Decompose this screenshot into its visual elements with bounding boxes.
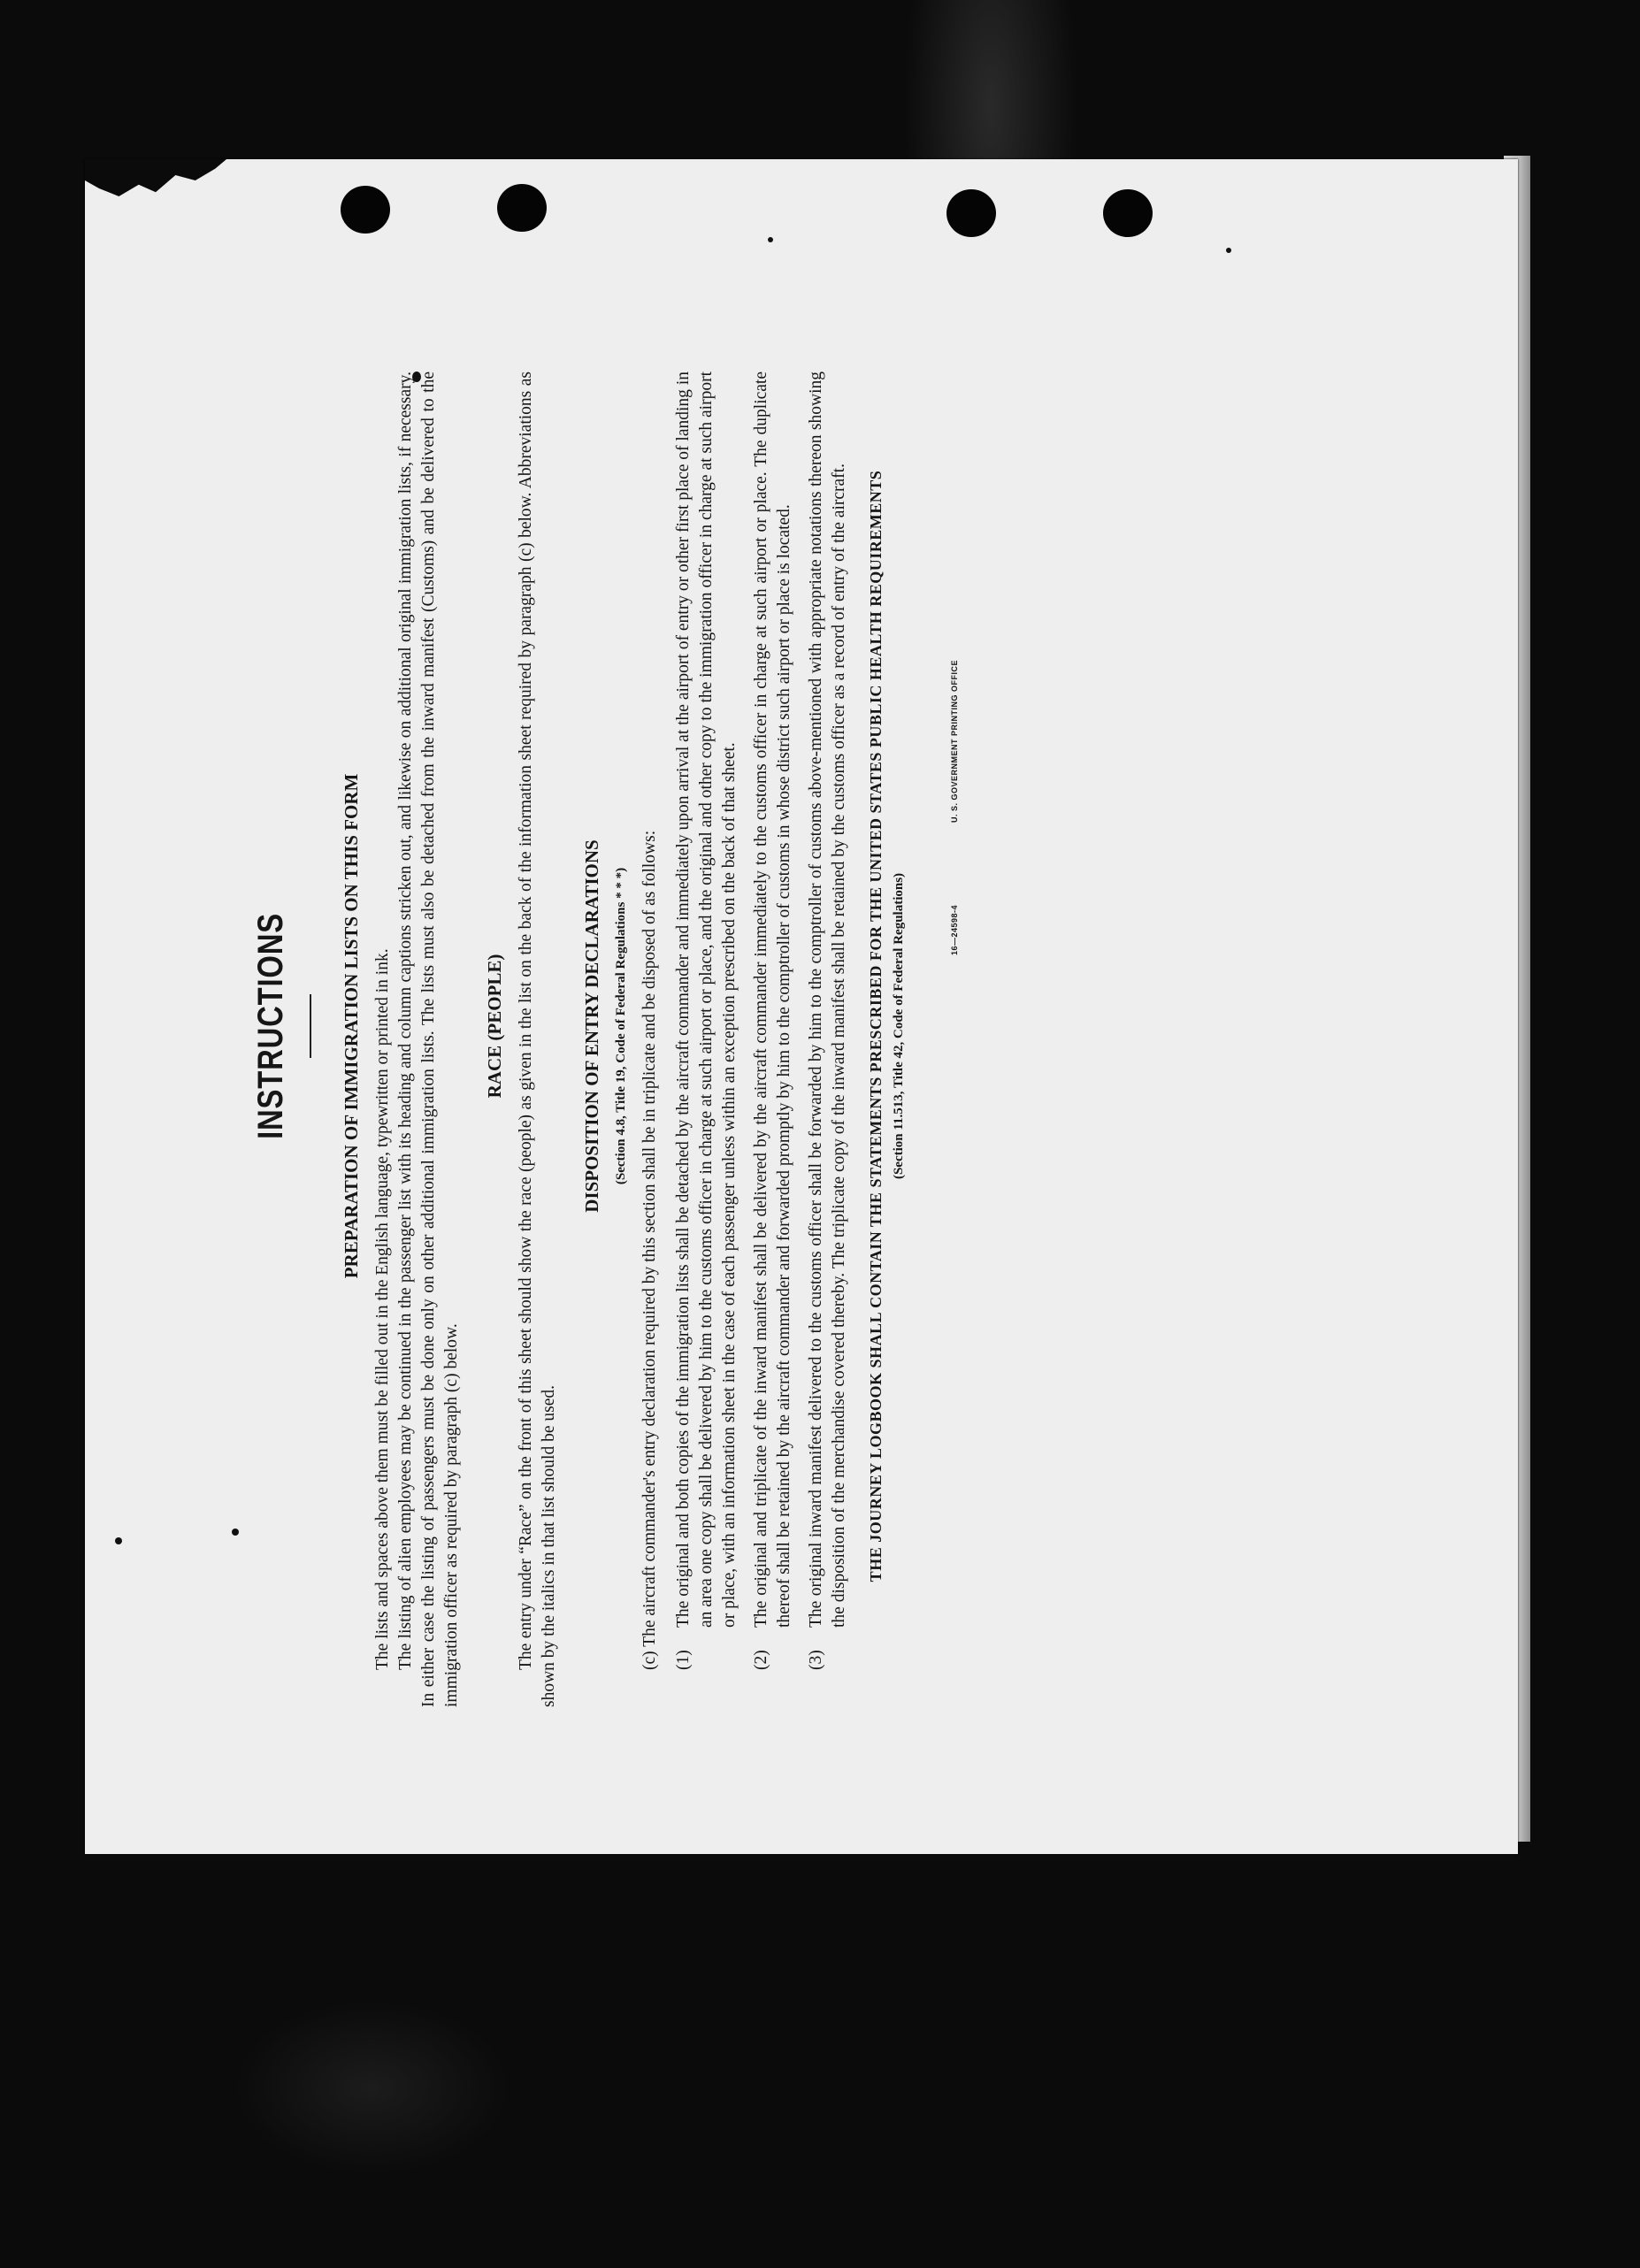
title-rule — [310, 994, 311, 1058]
disposition-item-1 — [672, 345, 741, 1707]
preparation-heading: PREPARATION OF IMMIGRATION LISTS ON THIS FORM — [341, 773, 362, 1279]
item-text: The original and triplicate of the inward manifest shall be delivered by the aircraft commander immediately to the customs officer in charge at such airport or place. The duplicate thereof shall be retained by the aircraft commander and forwarded promptly by him to the comptroller of customs in whose district such airport or place is located. — [752, 372, 793, 1628]
ink-speck — [1226, 248, 1231, 253]
punch-hole — [1103, 189, 1153, 237]
item-text: The original and both copies of the immigration lists shall be detached by the aircraft commander and immediately upon arrival at the airport of entry or other first place of landing in an area one copy shall be delivered by him to the customs officer in charge at such airport or place, and the original and other copy to the immigration officer in charge at such airport or place, with an information sheet in the case of each passenger unless within an exception prescribed on the back of that sheet. — [674, 372, 739, 1628]
preparation-paragraph-2: The listing of alien employees may be continued in the passenger list with its heading and column captions stricken out, and likewise on additional original immigration lists, if necessary. In either case the listing of passengers must be done only on other additional immigration lists. The lists must also be detached from the inward manifest (Customs) and be delivered to the immigration officer as required by paragraph (c) below. — [396, 372, 461, 1707]
item-number: (3) — [807, 1650, 825, 1670]
ink-speck — [768, 237, 773, 242]
form-number: 16—24598-4 — [950, 904, 959, 955]
ink-speck — [232, 1529, 239, 1536]
preparation-paragraph-1: The lists and spaces above them must be filled out in the English language, typewritten or printed in ink. — [373, 948, 392, 1670]
ink-speck — [115, 1537, 122, 1544]
page-title: INSTRUCTIONS — [251, 913, 290, 1139]
race-paragraph: The entry under “Race” on the front of this sheet should show the race (people) as given in the list on the back of the information sheet required by paragraph (c) below. Abbreviations as shown by the italics in that list should be used. — [517, 372, 558, 1707]
printer-credit: U. S. GOVERNMENT PRINTING OFFICE — [950, 659, 959, 823]
punch-hole — [341, 186, 390, 234]
race-heading: RACE (PEOPLE) — [484, 954, 505, 1099]
logbook-heading: THE JOURNEY LOGBOOK SHALL CONTAIN THE STATEMENTS PRESCRIBED FOR THE UNITED STATES PUBLIC HEALTH REQUIREMENTS — [867, 470, 885, 1582]
logbook-subheading: (Section 11.513, Title 42, Code of Federal Regulations) — [892, 872, 906, 1180]
disposition-subheading: (Section 4.8, Title 19, Code of Federal Regulations * * *) — [614, 867, 628, 1185]
instructions-text-block — [251, 345, 1277, 1707]
item-text: The original inward manifest delivered to the customs officer shall be forwarded by him to the comptroller of customs above-mentioned with appropriate notations thereon showing the disposition of the merchandise covered thereby. The triplicate copy of the inward manifest shall be retained by the customs officer as a record of entry of the aircraft. — [807, 372, 848, 1628]
punch-hole — [946, 189, 996, 237]
disposition-item-2 — [750, 345, 796, 1707]
punch-hole — [497, 184, 547, 232]
disposition-item-3 — [805, 345, 851, 1707]
item-number: (2) — [752, 1650, 770, 1670]
item-number: (1) — [674, 1650, 693, 1670]
disposition-heading: DISPOSITION OF ENTRY DECLARATIONS — [581, 839, 602, 1213]
disposition-intro: (c) The aircraft commander's entry declaration required by this section shall be in triplicate and be disposed of as follows: — [640, 830, 659, 1670]
form-footer — [943, 345, 961, 1707]
